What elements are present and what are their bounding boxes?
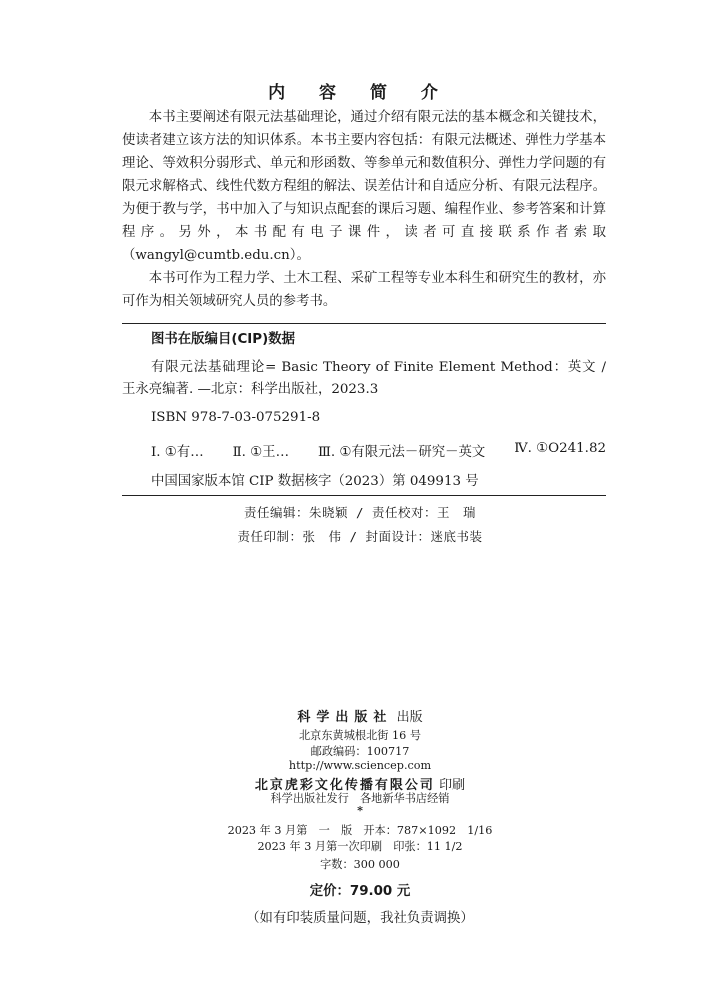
cip-bottom-rule — [122, 495, 606, 496]
cip-description: 有限元法基础理论= Basic Theory of Finite Element Method：英文 / 王永亮编著. —北京：科学出版社，2023.3 — [122, 360, 606, 397]
cip-classification — [151, 441, 606, 460]
page-title: 内 容 简 介 — [268, 83, 452, 103]
publisher-postcode: 邮政编码：100717 — [310, 745, 410, 758]
publisher-website: http://www.sciencep.com — [288, 759, 432, 772]
quality-notice: （如有印装质量问题，我社负责调换） — [246, 911, 474, 926]
separator-asterisk: * — [357, 803, 363, 817]
word-count: 字数：300 000 — [320, 858, 400, 871]
printer-suffix: 印刷 — [439, 778, 466, 793]
edition-line: 2023 年 3 月第 一 版 开本：787×1092 1/16 — [227, 824, 493, 837]
publisher-address: 北京东黄城根北街 16 号 — [298, 729, 422, 742]
printing-line: 2023 年 3 月第一次印刷 印张：11 1/2 — [257, 840, 463, 853]
cip-top-rule — [122, 323, 606, 324]
cip-class-4: Ⅳ. ①O241.82 — [514, 441, 606, 456]
cip-class-1: Ⅰ. ①有… — [151, 445, 204, 460]
distribution-line: 科学出版社发行 各地新华书店经销 — [270, 792, 450, 805]
price: 定价：79.00 元 — [309, 884, 411, 899]
printer-name: 北京虎彩文化传播有限公司 — [254, 778, 435, 793]
cip-class-3: Ⅲ. ①有限元法－研究－英文 — [317, 445, 486, 460]
credits-editors: 责任编辑：朱晓颖 / 责任校对：王 瑞 — [243, 505, 477, 520]
intro-paragraph-2: 本书可作为工程力学、土木工程、采矿工程等专业本科生和研究生的教材，亦可作为相关领域研究人员的参考书。 — [122, 271, 606, 309]
publisher-name: 科学出版社 — [297, 710, 393, 725]
cip-class-2: Ⅱ. ①王… — [232, 445, 289, 460]
cip-record-number: 中国国家版本馆 CIP 数据核字（2023）第 049913 号 — [151, 474, 479, 489]
publisher-suffix: 出版 — [396, 710, 423, 725]
cip-heading: 图书在版编目(CIP)数据 — [151, 332, 295, 347]
intro-paragraph-1: 本书主要阐述有限元法基础理论，通过介绍有限元法的基本概念和关键技术，使读者建立该方法的知识体系。本书主要内容包括：有限元法概述、弹性力学基本理论、等效积分弱形式、单元和形函数、等参单元和数值积分、弹性力学问题的有限元求解格式、线性代数方程组的解法、误差估计和自适应分析、有限元法程序。为便于教与学，书中加入了与知识点配套的课后习题、编程作业、参考答案和计算程序。另外，本书配有电子课件，读者可直接联系作者索取（wangyl@cumtb.edu.cn）。 — [122, 110, 606, 263]
introduction — [122, 106, 606, 313]
cip-isbn: ISBN 978-7-03-075291-8 — [151, 410, 321, 425]
publisher-line — [0, 706, 720, 725]
credits-production: 责任印制：张 伟 / 封面设计：迷底书装 — [237, 529, 483, 544]
